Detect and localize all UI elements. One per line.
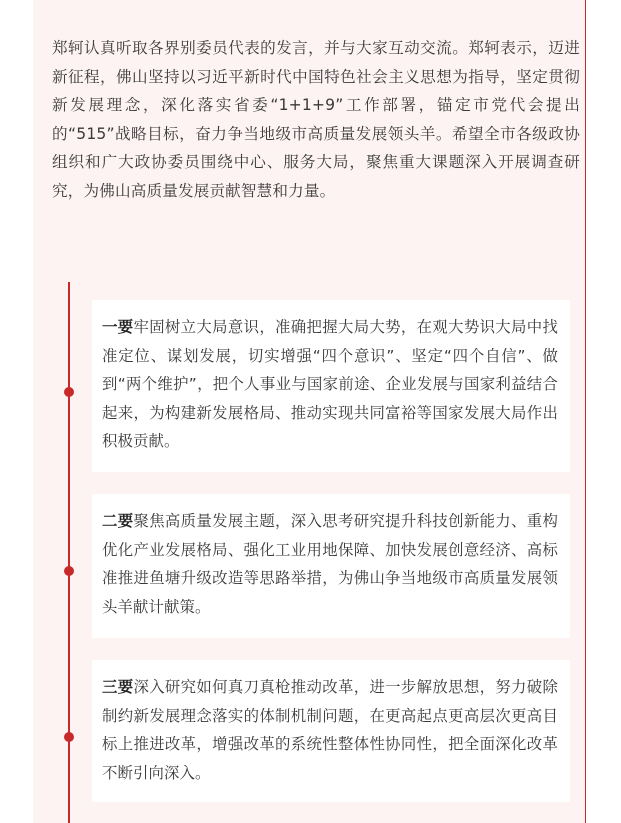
point-lead-1: 一要 (102, 318, 134, 336)
point-lead-2: 二要 (102, 512, 134, 530)
point-text-2 (102, 507, 558, 621)
timeline-dot-2 (64, 566, 74, 576)
intro-paragraph: 郑轲认真听取各界别委员代表的发言，并与大家互动交流。郑轲表示，迈进新征程，佛山坚持以习近平新时代中国特色社会主义思想为指导，坚定贯彻新发展理念，深化落实省委“1+1+9”工作部署，锚定市党代会提出的“515”战略目标，奋力争当地级市高质量发展领头羊。希望全市各级政协组织和广大政协委员围绕中心、服务大局，聚焦重大课题深入开展调查研究，为佛山高质量发展贡献智慧和力量。 (52, 39, 580, 200)
timeline-dot-1 (64, 387, 74, 397)
point-card-2 (92, 494, 570, 638)
point-body-3: 深入研究如何真刀真枪推动改革，进一步解放思想，努力破除制约新发展理念落实的体制机制问题，在更高起点更高层次更高目标上推进改革，增强改革的系统性整体性协同性，把全面深化改革不断引向深入。 (102, 678, 558, 782)
point-card-1 (92, 300, 570, 472)
timeline-dot-3 (64, 732, 74, 742)
point-body-1: 牢固树立大局意识，准确把握大局大势，在观大势识大局中找准定位、谋划发展，切实增强“四个意识”、坚定“四个自信”、做到“两个维护”，把个人事业与国家前途、企业发展与国家利益结合起来，为构建新发展格局、推动实现共同富裕等国家发展大局作出积极贡献。 (102, 318, 558, 450)
point-body-2: 聚焦高质量发展主题，深入思考研究提升科技创新能力、重构优化产业发展格局、强化工业用地保障、加快发展创意经济、高标准推进鱼塘升级改造等思路举措，为佛山争当地级市高质量发展领头羊献计献策。 (102, 512, 558, 616)
point-text-3 (102, 673, 558, 787)
point-card-3 (92, 660, 570, 802)
point-text-1 (102, 313, 558, 456)
point-lead-3: 三要 (102, 678, 134, 696)
